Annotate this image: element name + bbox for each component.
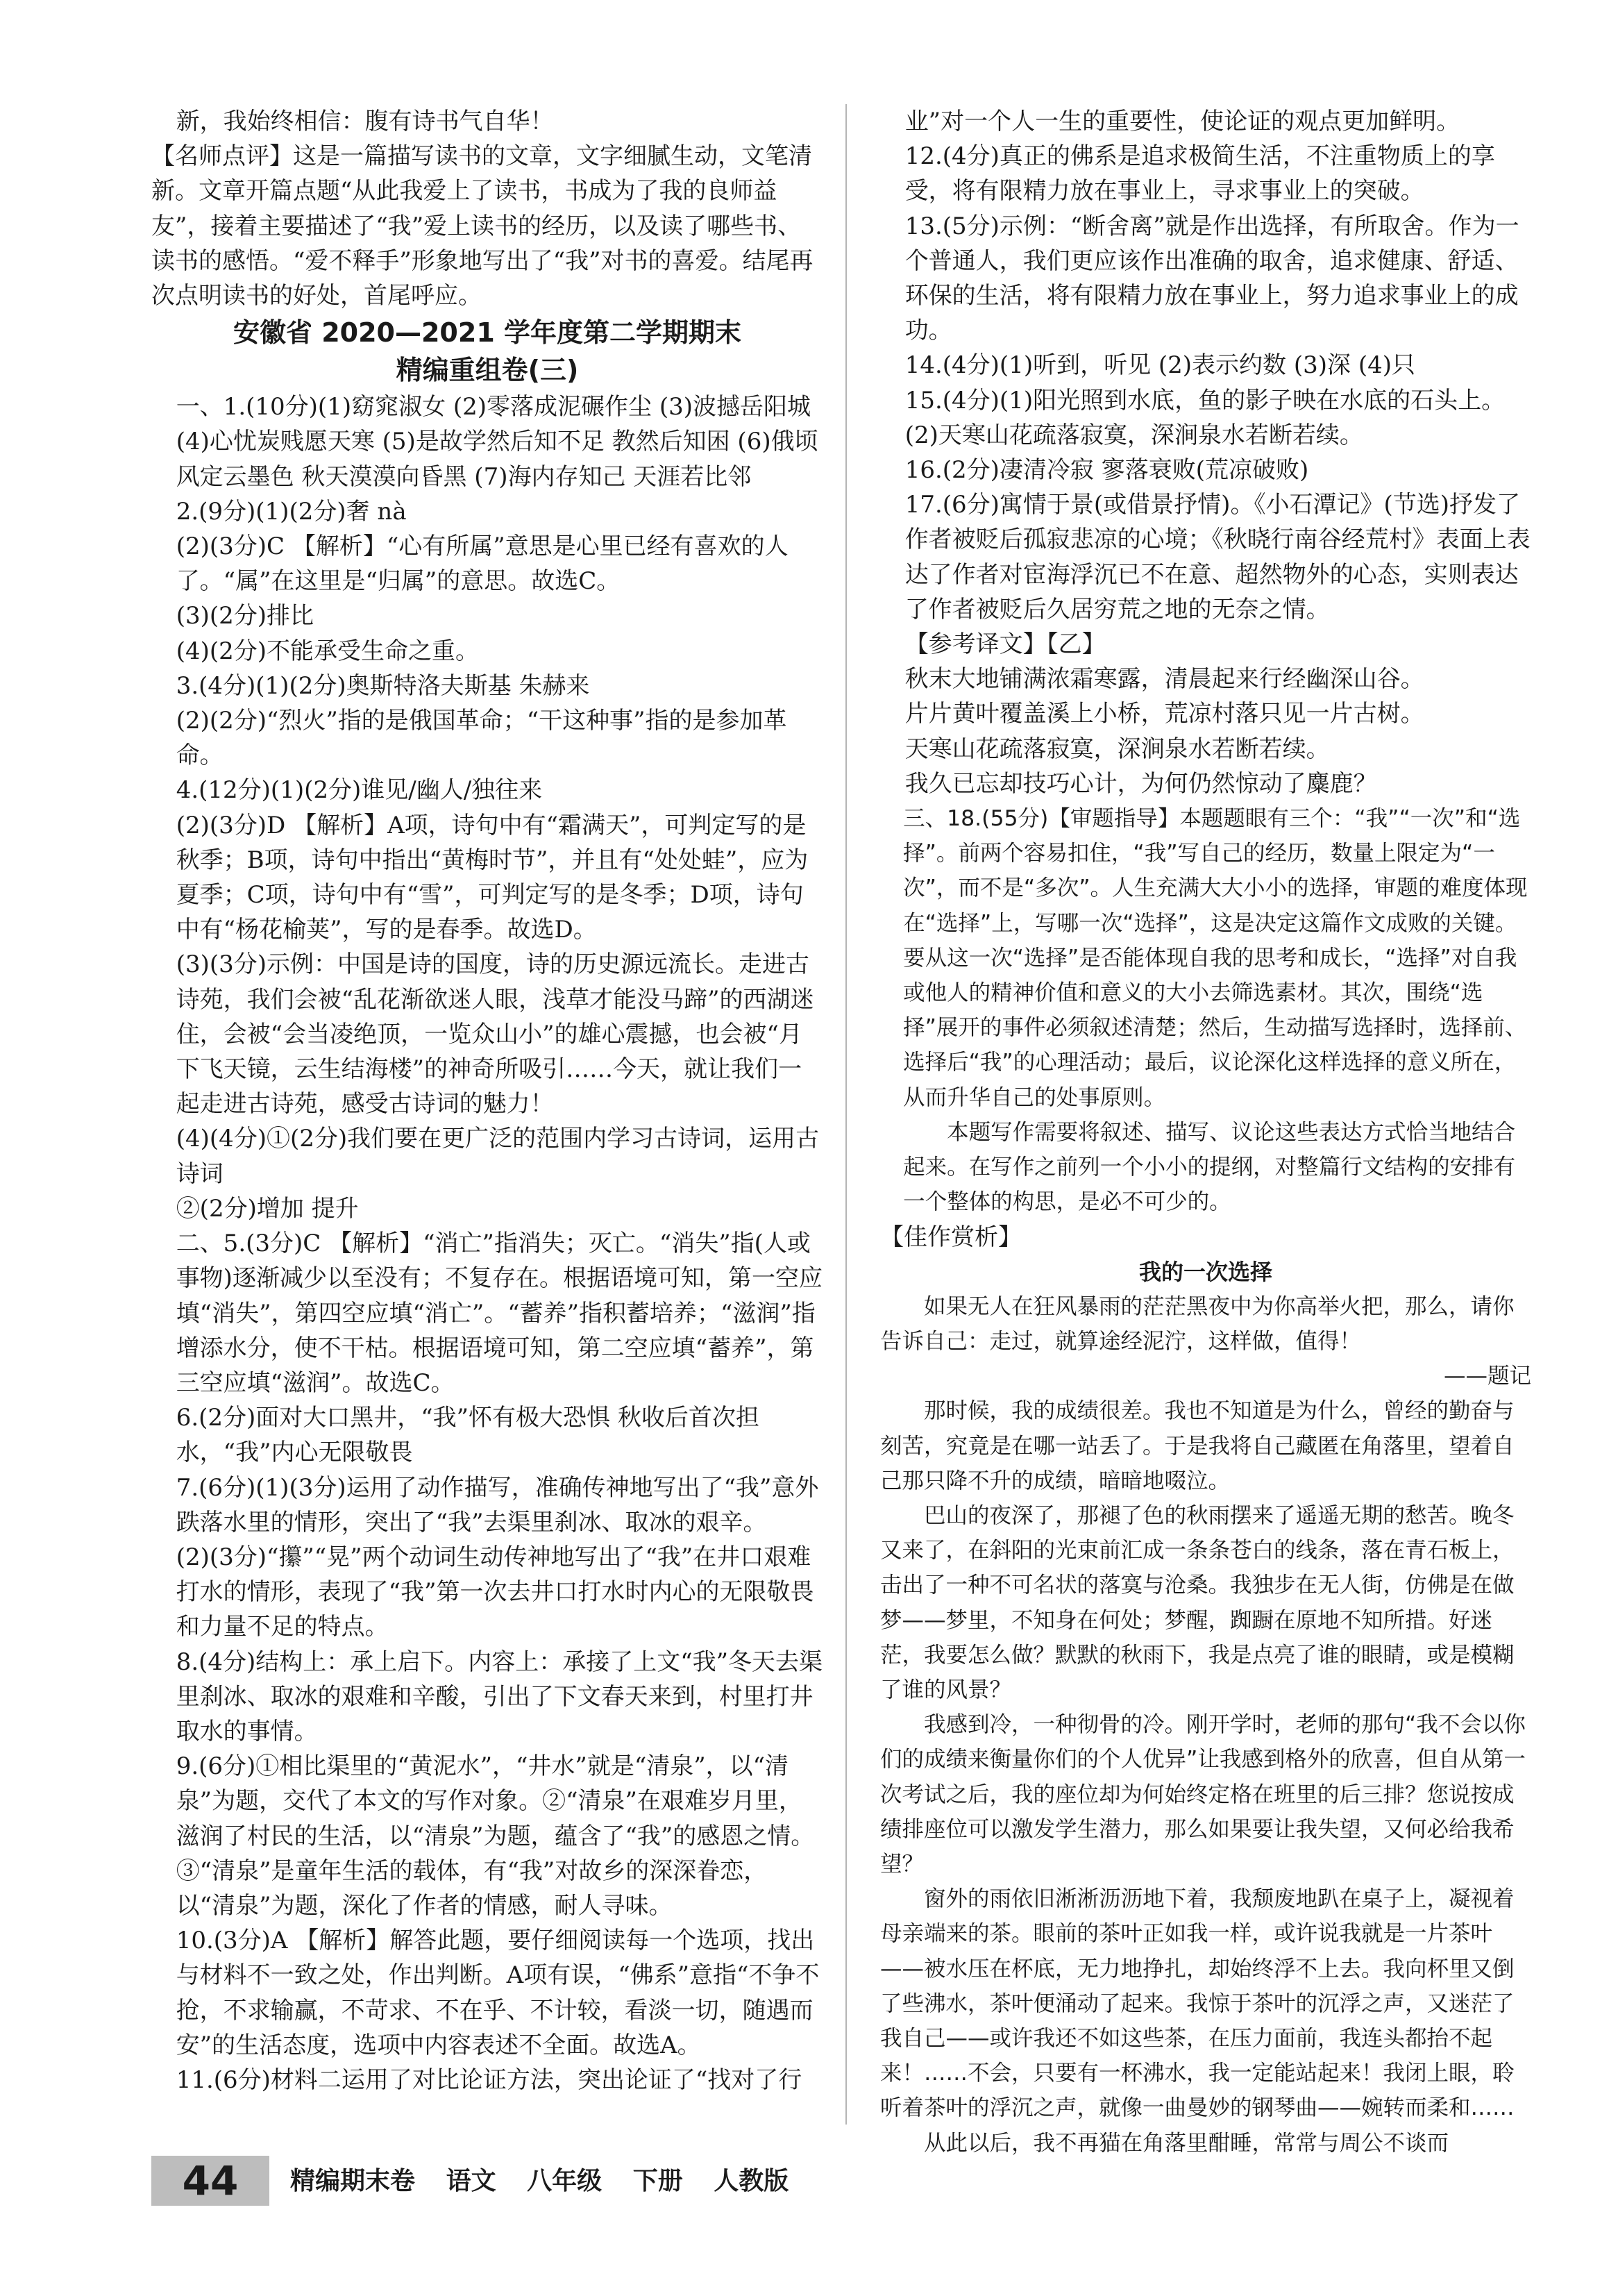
essay-paragraph: 从此以后，我不再猫在角落里酣睡，常常与周公不谈而 (924, 2130, 1449, 2156)
writing-guide-paragraph: 本题写作需要将叙述、描写、议论这些表达方式恰当地结合起来。在写作之前列一个小小的提纲，对整篇行文结构的安排有一个整体的构思，是必不可少的。 (903, 1119, 1516, 1215)
answer-item: (2)(3分)“攥”“晃”两个动词生动传神地写出了“我”在井口艰难打水的情形，表现了“我”第一次去井口打水时内心的无限敬畏和力量不足的特点。 (176, 1543, 814, 1641)
answer-item: (3)(2分)排比 (176, 602, 314, 630)
answer-item: 4.(12分)(1)(2分)谁见/幽人/独往来 (176, 776, 543, 805)
page-footer (151, 2156, 915, 2207)
section-title: 安徽省 2020—2021 学年度第二学期期末 (233, 317, 741, 349)
answer-item: (2)(2分)“烈火”指的是俄国革命；“干这种事”指的是参加革命。 (176, 707, 787, 770)
answer-item: 9.(6分)①相比渠里的“黄泥水”，“井水”就是“清泉”，以“清泉”为题，交代了本文的写作对象。②“清泉”在艰难岁月里，滋润了村民的生活，以“清泉”为题，蕴含了“我”的感恩之情。③“清泉”是童年生活的载体，有“我”对故乡的深深眷恋，以“清泉”为题，深化了作者的情感，耐人寻味。 (176, 1752, 815, 1920)
essay-paragraph: 窗外的雨依旧淅淅沥沥地下着，我颓废地趴在桌子上，凝视着母亲端来的茶。眼前的茶叶正如我一样，或许说我就是一片茶叶——被水压在杯底，无力地挣扎，却始终浮不上去。我向杯里又倒了些沸水，茶叶便涌动了起来。我惊于茶叶的沉浮之声，又迷茫了我自己——或许我还不如这些茶，在压力面前，我连头都抬不起来！……不会，只要有一杯沸水，我一定能站起来！我闭上眼，聆听着茶叶的浮沉之声，就像一曲曼妙的钢琴曲——婉转而柔和…… (880, 1886, 1515, 2121)
answer-item: (2)(3分)D 【解析】A项，诗句中有“霜满天”，可判定写的是秋季；B项，诗句中指出“黄梅时节”，并且有“处处蛙”，应为夏季；C项，诗句中有“雪”，可判定写的是冬季；D项，诗句中有“杨花榆荚”，写的是春季。故选D。 (176, 811, 809, 944)
right-column (880, 104, 1531, 2161)
answer-item: 12.(4分)真正的佛系是追求极简生活，不注重物质上的享受，将有限精力放在事业上，寻求事业上的突破。 (904, 142, 1495, 206)
paragraph: 新，我始终相信：腹有诗书气自华！ (176, 108, 554, 135)
answer-item: 11.(6分)材料二运用了对比论证方法，突出论证了“找对了行 (176, 2065, 802, 2094)
answer-item: 6.(2分)面对大口黑井，“我”怀有极大恐惧 秋收后首次担水，“我”内心无限敬畏 (176, 1404, 759, 1467)
answer-item: 2.(9分)(1)(2分)奢 nà (176, 497, 407, 526)
page-number: 44 (151, 2156, 269, 2206)
translation-line: 秋末大地铺满浓霜寒露，清晨起来行经幽深山谷。 (904, 665, 1424, 694)
answer-item: ②(2分)增加 提升 (176, 1194, 359, 1223)
volume: 下册 (632, 2167, 683, 2195)
essay-paragraph: 巴山的夜深了，那褪了色的秋雨摆来了遥遥无期的愁苦。晚冬又来了，在斜阳的光束前汇成一条条苍白的线条，落在青石板上，击出了一种不可名状的落寞与沧桑。我独步在无人街，仿佛是在做梦——梦里，不知身在何处；梦醒，踟蹰在原地不知所措。好迷茫，我要怎么做？默默的秋雨下，我是点亮了谁的眼睛，或是模糊了谁的风景？ (880, 1502, 1515, 1702)
answer-item: 3.(4分)(1)(2分)奥斯特洛夫斯基 朱赫来 (176, 671, 590, 700)
book-info (290, 2163, 811, 2200)
essay-heading: 【佳作赏析】 (880, 1223, 1022, 1251)
column-divider (845, 104, 847, 2125)
teacher-comment: 【名师点评】这是一篇描写读书的文章，文字细腻生动，文笔清新。文章开篇点题“从此我爱上了读书，书成为了我的良师益友”，接着主要描述了“我”爱上读书的经历，以及读了哪些书、读书的感悟。“爱不释手”形象地写出了“我”对书的喜爱。结尾再次点明读书的好处，首尾呼应。 (151, 142, 814, 310)
translation-line: 天寒山花疏落寂寞，深涧泉水若断若续。 (904, 735, 1330, 763)
answer-item: (4)(4分)①(2分)我们要在更广泛的范围内学习古诗词，运用古诗词 (176, 1125, 820, 1188)
book-title: 精编期末卷 (290, 2167, 416, 2195)
answer-item: (4)(2分)不能承受生命之重。 (176, 637, 480, 665)
left-column (151, 104, 823, 2097)
answer-item: 14.(4分)(1)听到，听见 (2)表示约数 (3)深 (4)只 (904, 351, 1415, 380)
answer-item: 15.(4分)(1)阳光照到水底，鱼的影子映在水底的石头上。 (904, 386, 1506, 414)
grade: 八年级 (527, 2167, 602, 2195)
essay-epigraph: 如果无人在狂风暴雨的茫茫黑夜中为你高举火把，那么，请你告诉自己：走过，就算途经泥泞，这样做，值得！ (880, 1293, 1515, 1354)
essay-paragraph: 那时候，我的成绩很差。我也不知道是为什么，曾经的勤奋与刻苦，究竟是在哪一站丢了。于是我将自己藏匿在角落里，望着自己那只降不升的成绩，暗暗地啜泣。 (880, 1398, 1515, 1493)
answer-item: (3)(3分)示例：中国是诗的国度，诗的历史源远流长。走进古诗苑，我们会被“乱花渐欲迷人眼，浅草才能没马蹄”的西湖迷住，会被“会当凌绝顶，一览众山小”的雄心震撼，也会被“月下飞天镜，云生结海楼”的神奇所吸引……今天，就让我们一起走进古诗苑，感受古诗词的魅力！ (176, 950, 814, 1118)
answer-item: 13.(5分)示例：“断舍离”就是作出选择，有所取舍。作为一个普通人，我们更应该作出准确的取舍，追求健康、舒适、环保的生活，将有限精力放在事业上，努力追求事业上的成功。 (904, 212, 1519, 345)
answer-item: 16.(2分)凄清冷寂 寥落衰败(荒凉破败) (904, 456, 1309, 485)
answer-item: (2)(3分)C 【解析】“心有所属”意思是心里已经有喜欢的人了。“属”在这里是“归属”的意思。故选C。 (176, 533, 789, 596)
answer-item: 业”对一个人一生的重要性，使论证的观点更加鲜明。 (904, 108, 1460, 135)
section-subtitle: 精编重组卷(三) (396, 355, 579, 386)
essay-title: 我的一次选择 (1138, 1258, 1272, 1285)
translation-heading: 【参考译文】【乙】 (904, 630, 1106, 659)
answer-item: 7.(6分)(1)(3分)运用了动作描写，准确传神地写出了“我”意外跌落水里的情形，突出了“我”去渠里刹冰、取冰的艰辛。 (176, 1473, 819, 1536)
essay-paragraph: 我感到冷，一种彻骨的冷。刚开学时，老师的那句“我不会以你们的成绩来衡量你们的个人优异”让我感到格外的欣喜，但自从第一次考试之后，我的座位却为何始终定格在班里的后三排？您说按成绩排座位可以激发学生潜力，那么如果要让我失望，又何必给我希望？ (880, 1712, 1526, 1877)
answer-item: 二、5.(3分)C 【解析】“消亡”指消失；灭亡。“消失”指(人或事物)逐渐减少以至没有；不复存在。根据语境可知，第一空应填“消失”，第四空应填“消亡”。“蓄养”指积蓄培养；“滋润”指增添水分，使不干枯。根据语境可知，第二空应填“蓄养”，第三空应填“滋润”。故选C。 (176, 1230, 823, 1397)
answer-item: 8.(4分)结构上：承上启下。内容上：承接了上文“我”冬天去渠里刹冰、取冰的艰难和辛酸，引出了下文春天来到，村里打井取水的事情。 (176, 1648, 823, 1745)
answer-item: 一、1.(10分)(1)窈窕淑女 (2)零落成泥碾作尘 (3)波撼岳阳城 (4)心忧炭贱愿天寒 (5)是故学然后知不足 教然后知困 (6)俄顷风定云墨色 秋天漠漠向昏黑 (7)海内存知己 天涯若比邻 (176, 393, 818, 491)
essay-epigraph-signature: ——题记 (1443, 1364, 1531, 1389)
answer-item: 10.(3分)A 【解析】解答此题，要仔细阅读每一个选项，找出与材料不一致之处，作出判断。A项有误，“佛系”意指“不争不抢，不求输赢，不苛求、不在乎、不计较，看淡一切，随遇而安”的生活态度，选项中内容表述不全面。故选A。 (176, 1927, 820, 2059)
answer-item: (2)天寒山花疏落寂寞，深涧泉水若断若续。 (904, 421, 1363, 449)
answer-item: 17.(6分)寓情于景(或借景抒情)。《小石潭记》(节选)抒发了作者被贬后孤寂悲凉的心境；《秋晓行南谷经荒村》表面上表达了作者对宦海浮沉已不在意、超然物外的心态，实则表达了作者被贬后久居穷荒之地的无奈之情。 (904, 491, 1531, 623)
subject: 语文 (446, 2167, 496, 2195)
writing-guide: 三、18.(55分)【审题指导】本题题眼有三个：“我”“一次”和“选择”。前两个容易扣住，“我”写自己的经历，数量上限定为“一次”，而不是“多次”。人生充满大大小小的选择，审题的难度体现在“选择”上，写哪一次“选择”，这是决定这篇作文成败的关键。要从这一次“选择”是否能体现自我的思考和成长，“选择”对自我或他人的精神价值和意义的大小去筛选素材。其次，围绕“选择”展开的事件必须叙述清楚；然后，生动描写选择时，选择前、选择后“我”的心理活动；最后，议论深化这样选择的意义所在，从而升华自己的处事原则。 (903, 806, 1528, 1110)
translation-line: 我久已忘却技巧心计，为何仍然惊动了麋鹿？ (904, 769, 1377, 798)
translation-line: 片片黄叶覆盖溪上小桥，荒凉村落只见一片古树。 (904, 700, 1424, 728)
edition: 人教版 (714, 2167, 789, 2195)
